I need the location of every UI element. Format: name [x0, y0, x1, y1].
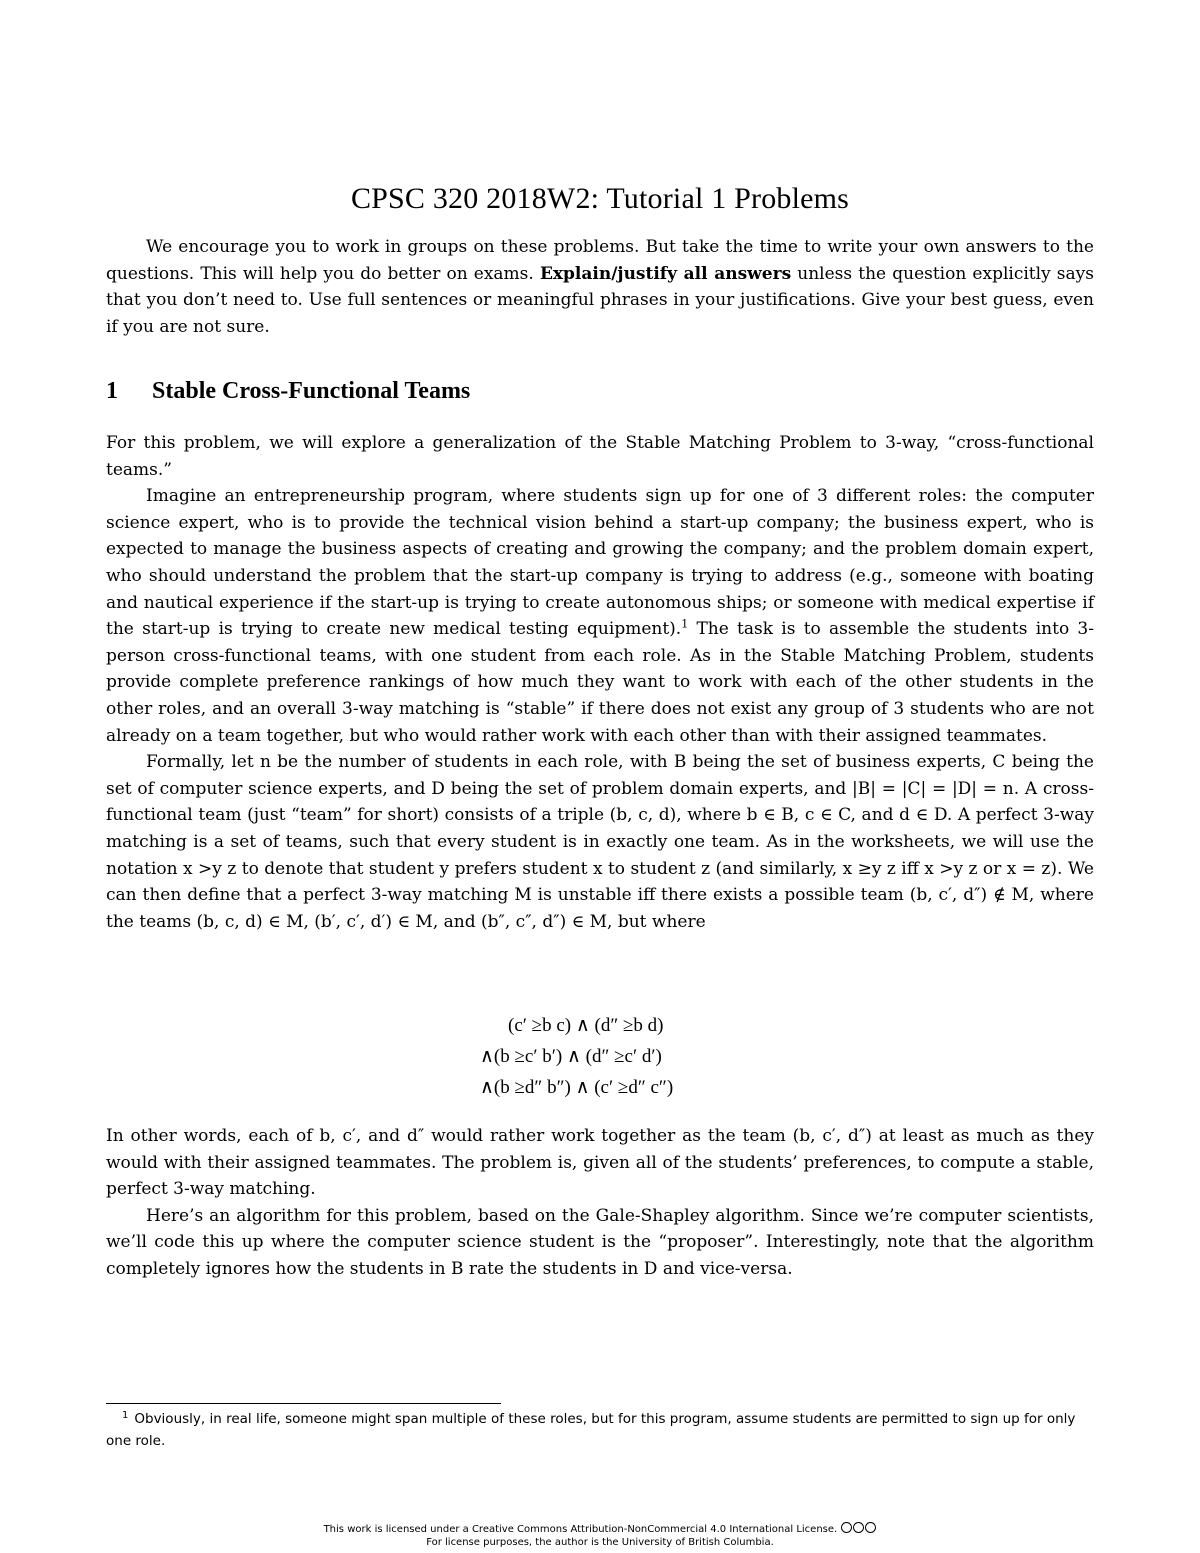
footnote-text: Obviously, in real life, someone might span multiple of these roles, but for this program, assume students are permitted to sign up for only one role. — [106, 1411, 1076, 1449]
footnote — [106, 1408, 1094, 1452]
paragraph-2-text-b: The task is to assemble the students into 3-person cross-functional teams, with one student from each role. As in the Stable Matching Problem, students provide complete preference rankings of how much they want to work with each of the other students in the other roles, and an overall 3-way matching is “stable” if there does not exist any group of 3 students who are not already on a team together, but who would rather work with each other than with their assigned teammates. — [106, 619, 1094, 746]
intro-bold-text: Explain/justify all answers — [539, 263, 792, 284]
intro-paragraph — [106, 234, 1094, 340]
equation-line-3: ∧(b ≥d″ b″) ∧ (c′ ≥d″ c″) — [480, 1077, 674, 1098]
section-body — [106, 430, 1094, 935]
paragraph-2 — [106, 483, 1094, 749]
paragraph-5: Here’s an algorithm for this problem, based on the Gale-Shapley algorithm. Since we’re computer scientists, we’ll code this up where the computer science student is the “proposer”. Interestingly, note that the algorithm completely ignores how the students in B rate the students in D and vice-versa. — [106, 1205, 1094, 1279]
cc-icon — [841, 1522, 852, 1533]
section-title: Stable Cross-Functional Teams — [152, 378, 471, 404]
page-title: CPSC 320 2018W2: Tutorial 1 Problems — [350, 182, 850, 215]
footnote-divider — [106, 1403, 501, 1404]
footnote-marker: 1 — [681, 617, 689, 631]
footnote-number: 1 — [122, 1409, 129, 1421]
section-body-continued — [106, 1123, 1094, 1283]
paragraph-1: For this problem, we will explore a generalization of the Stable Matching Problem to 3-way, “cross-functional teams.” — [106, 433, 1094, 480]
paragraph-2-text-a: Imagine an entrepreneurship program, where students sign up for one of 3 different roles: the computer science expert, who is to provide the technical vision behind a start-up company; the business expert, who is expected to manage the business aspects of creating and growing the company; and the problem domain expert, who should understand the problem that the start-up company is trying to address (e.g., someone with boating and nautical experience if the start-up is trying to create autonomous ships; or someone with medical expertise if the start-up is trying to create new medical testing equipment). — [106, 486, 1094, 640]
stability-conditions — [0, 1010, 1200, 1103]
license-line-2: For license purposes, the author is the University of British Columbia. — [426, 1537, 774, 1548]
section-number: 1 — [106, 378, 118, 404]
license-notice — [0, 1522, 1200, 1549]
nc-icon — [865, 1522, 876, 1533]
equation-line-2: ∧(b ≥c′ b′) ∧ (d″ ≥c′ d′) — [480, 1046, 662, 1067]
by-icon — [853, 1522, 864, 1533]
intro-text-2: unless the question explicitly says that you don’t need to. Use full sentences or meaningful phrases in your justifications. Give your best guess, even if you are not sure. — [106, 263, 1094, 337]
equation-line-1: (c′ ≥b c) ∧ (d″ ≥b d) — [508, 1015, 664, 1036]
intro-text-1: We encourage you to work in groups on these problems. But take the time to write your own answers to the questions. This will help you do better on exams. — [106, 237, 1094, 284]
paragraph-4: In other words, each of b, c′, and d″ would rather work together as the team (b, c′, d″) at least as much as they would with their assigned teammates. The problem is, given all of the students’ preferences, to compute a stable, perfect 3-way matching. — [106, 1126, 1094, 1200]
section-heading — [106, 378, 470, 405]
paragraph-3: Formally, let n be the number of students in each role, with B being the set of business experts, C being the set of computer science experts, and D being the set of problem domain experts, and |B| = |C| = |D| = n. A cross-functional team (just “team” for short) consists of a triple (b, c, d), where b ∈ B, c ∈ C, and d ∈ D. A perfect 3-way matching is a set of teams, such that every student is in exactly one team. As in the worksheets, we will use the notation x >y z to denote that student y prefers student x to student z (and similarly, x ≥y z iff x >y z or x = z). We can then define that a perfect 3-way matching M is unstable iff there exists a possible team (b, c′, d″) ∉ M, where the teams (b, c, d) ∈ M, (b′, c′, d′) ∈ M, and (b″, c″, d″) ∈ M, but where — [106, 752, 1094, 932]
license-line-1: This work is licensed under a Creative Commons Attribution-NonCommercial 4.0 International License. — [323, 1524, 838, 1535]
